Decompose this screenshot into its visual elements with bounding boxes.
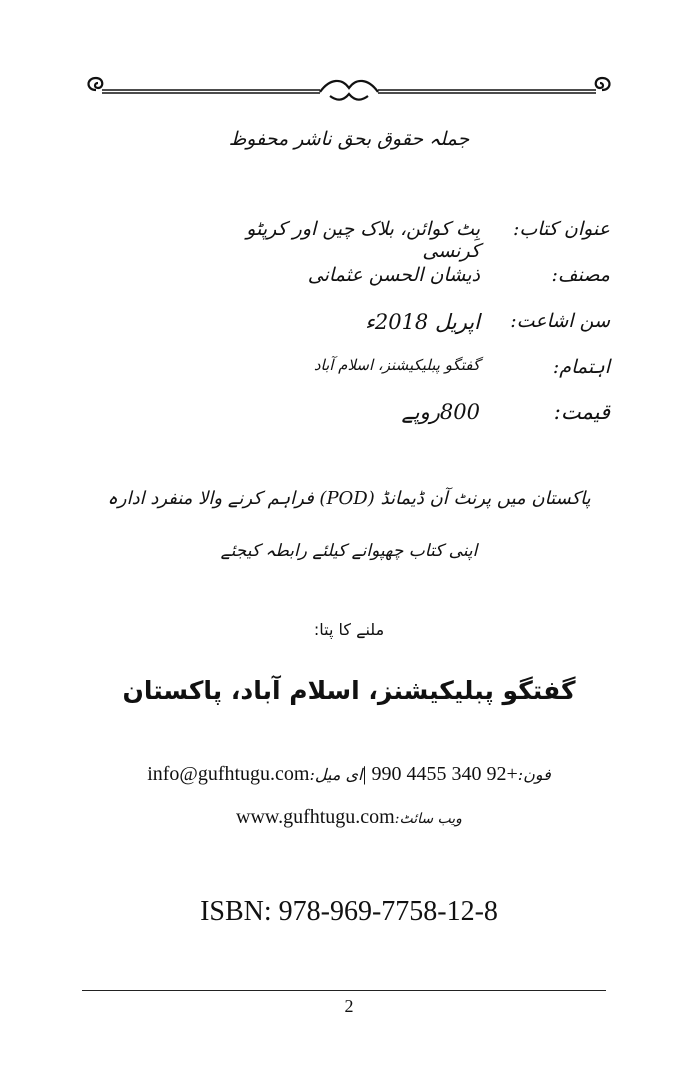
detail-value: اپریل 2018ء — [364, 310, 480, 334]
detail-value: ذیشان الحسن عثمانی — [307, 264, 480, 286]
footer-rule — [82, 990, 606, 991]
detail-label: قیمت: — [553, 400, 610, 424]
detail-row-arranged-by — [0, 356, 698, 396]
phone-label: فون: — [517, 765, 551, 784]
pod-contact-prompt: اپنی کتاب چھپوانے کیلئے رابطہ کیجئے — [220, 541, 478, 561]
detail-label: مصنف: — [551, 264, 610, 286]
copyright-notice: جملہ حقوق بحق ناشر محفوظ — [228, 128, 470, 150]
detail-row-author — [0, 264, 698, 304]
detail-value: گفتگو پبلیکیشنز، اسلام آباد — [313, 356, 480, 374]
contact-heading: ملنے کا پتا: — [313, 620, 385, 639]
email-address[interactable]: info@gufhtugu.com — [147, 763, 310, 785]
website-line — [0, 806, 698, 829]
detail-label: اہتمام: — [552, 356, 610, 378]
website-url[interactable]: www.gufhtugu.com — [236, 806, 395, 828]
phone-number: 990 4455 340 92+ — [371, 763, 518, 785]
detail-row-title — [0, 218, 698, 262]
separator: | — [362, 763, 367, 785]
detail-label: سن اشاعت: — [510, 310, 610, 332]
detail-row-publication-date — [0, 310, 698, 350]
detail-value: 800روپے — [401, 400, 480, 424]
ornament-divider — [80, 70, 618, 106]
detail-row-price — [0, 400, 698, 440]
publisher-name: گفتگو پبلیکیشنز، اسلام آباد، پاکستان — [122, 676, 576, 705]
website-label: ویب سائٹ: — [394, 811, 462, 827]
pod-tagline: پاکستان میں پرنٹ آن ڈیمانڈ (POD) فراہم کرنے والا منفرد ادارہ — [107, 488, 591, 509]
detail-label: عنوان کتاب: — [512, 218, 610, 240]
contact-line — [0, 763, 698, 786]
page-number: 2 — [344, 996, 354, 1016]
isbn: ISBN: 978-969-7758-12-8 — [200, 896, 498, 927]
email-label: ای میل: — [309, 765, 363, 784]
detail-value: بِٹ کوائن، بلاک چین اور کرپٹو کرنسی — [246, 218, 480, 262]
